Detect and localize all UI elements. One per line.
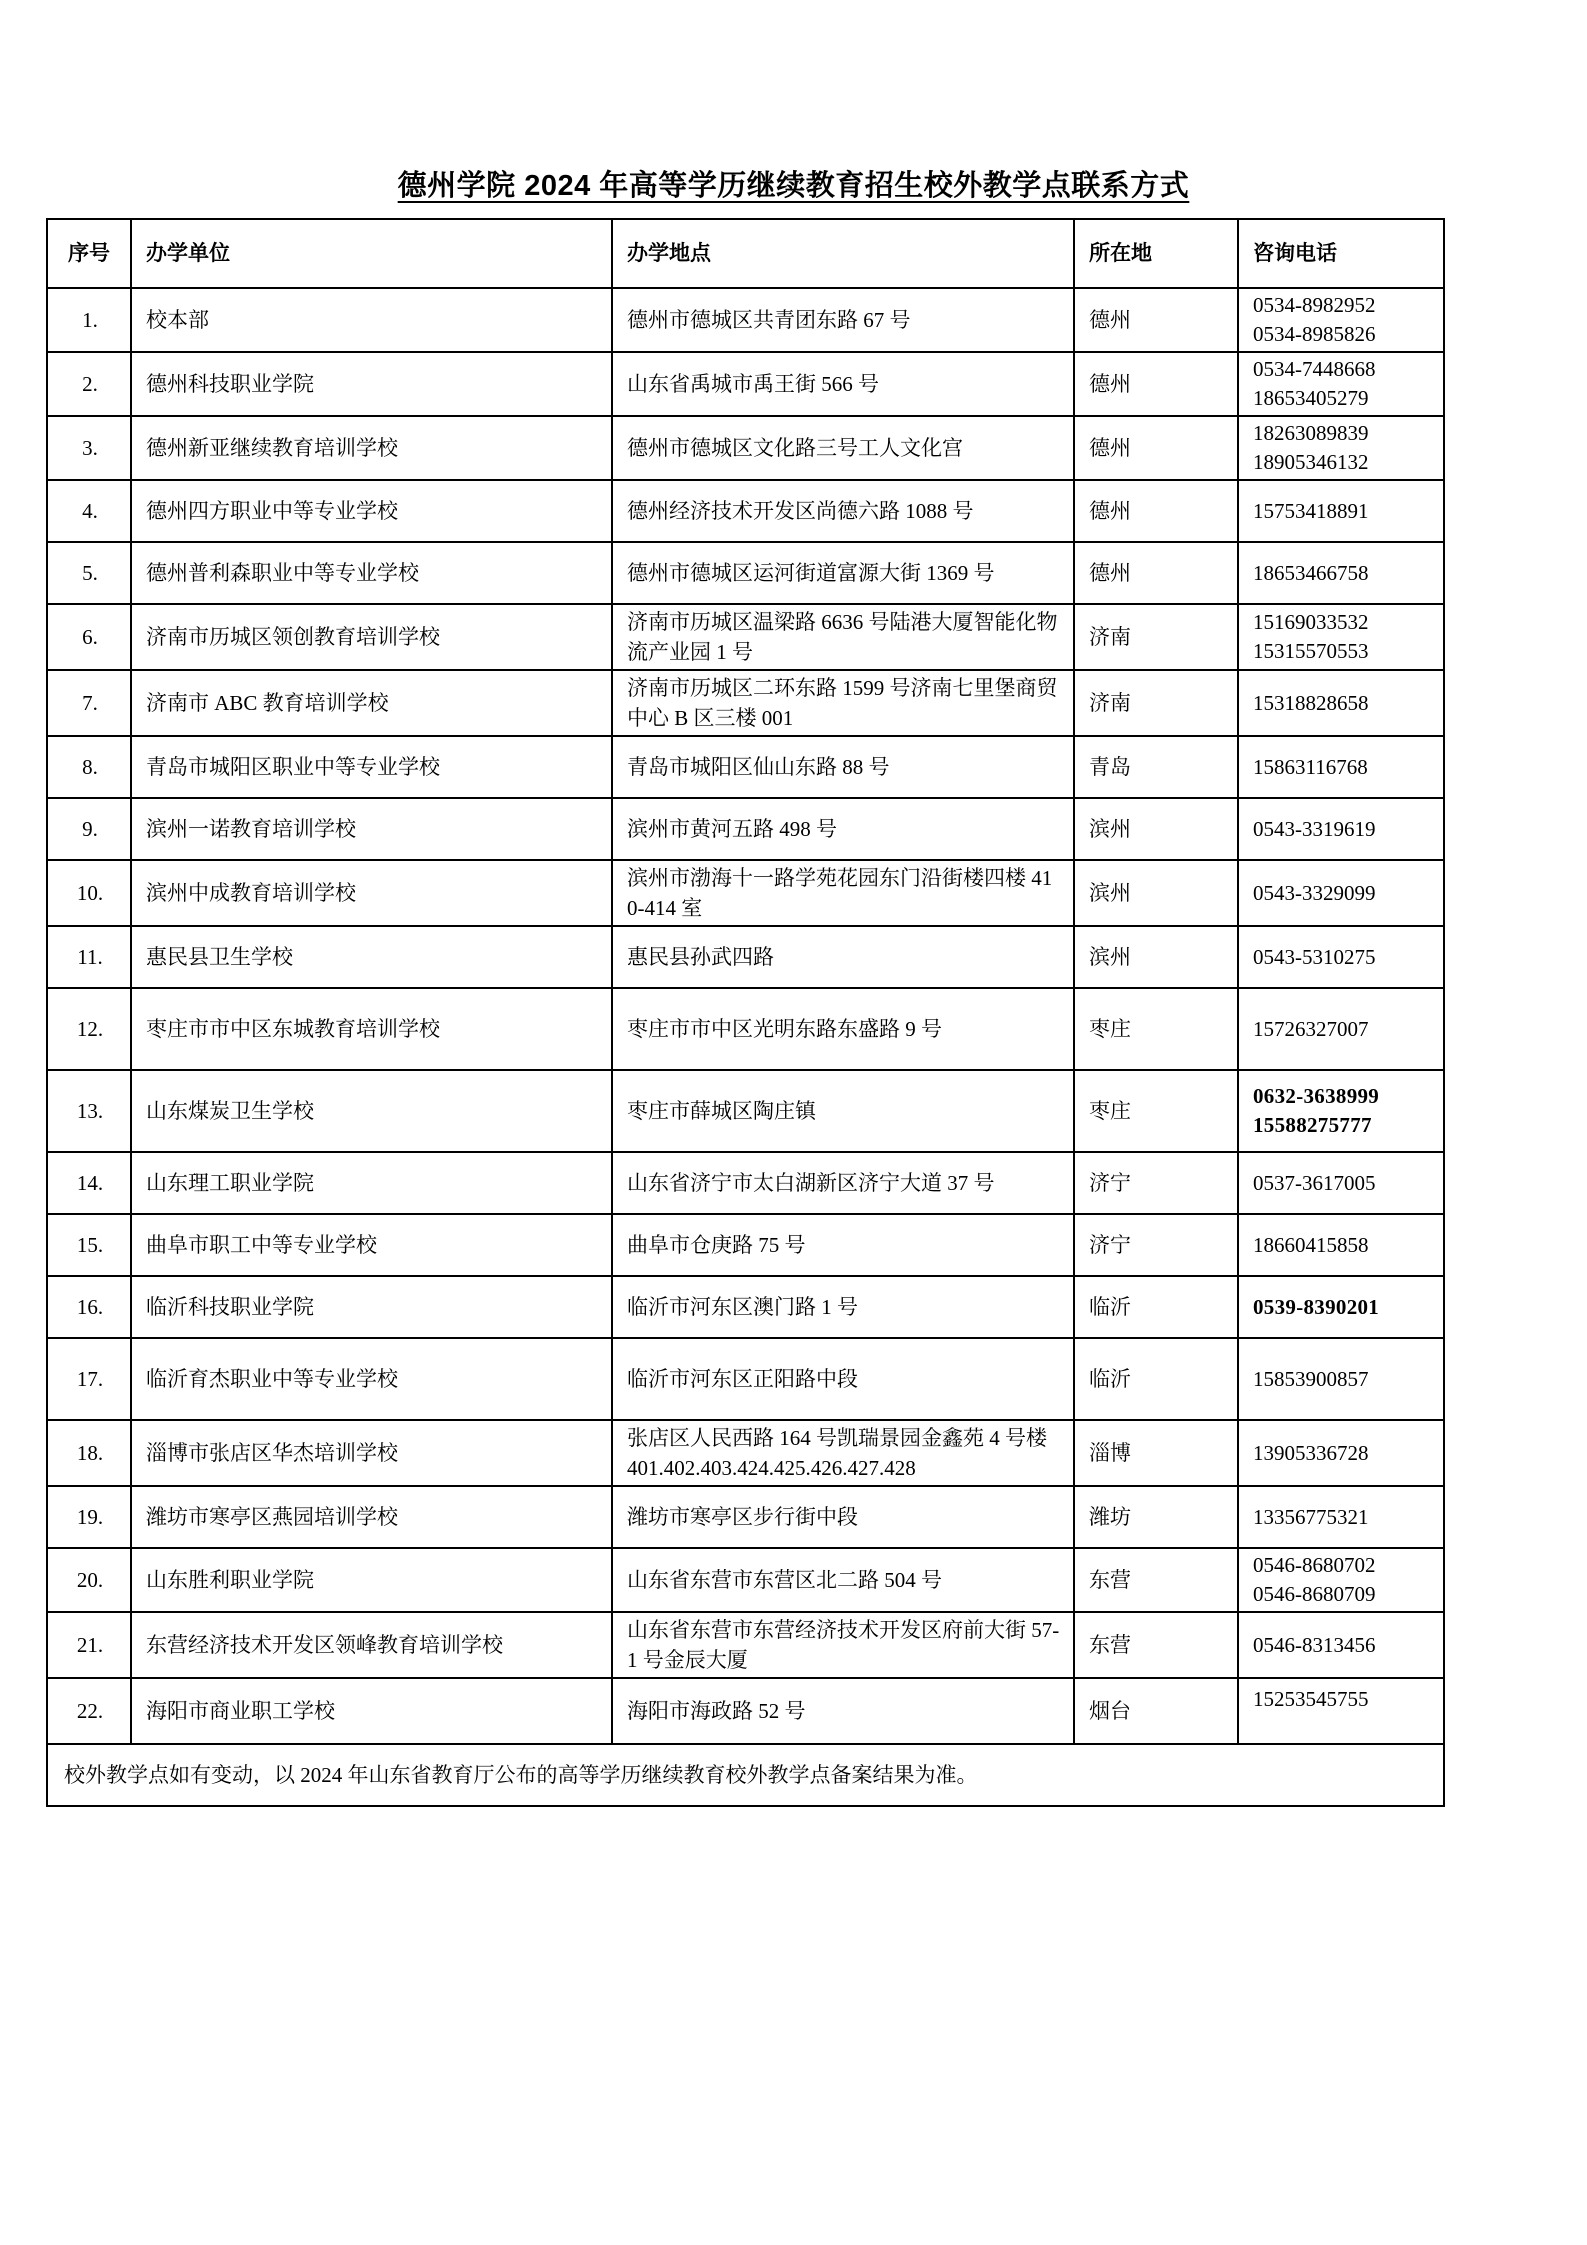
unit-cell: 东营经济技术开发区领峰教育培训学校 xyxy=(131,1612,612,1678)
table-row xyxy=(47,798,1444,860)
phone-number: 18653405279 xyxy=(1253,386,1369,410)
row-number-cell: 5. xyxy=(47,542,131,604)
phone-cell xyxy=(1238,670,1444,736)
address-cell: 曲阜市仓庚路 75 号 xyxy=(612,1214,1074,1276)
phone-cell xyxy=(1238,352,1444,416)
row-number-cell: 2. xyxy=(47,352,131,416)
phone-cell xyxy=(1238,1612,1444,1678)
city-cell: 临沂 xyxy=(1074,1276,1238,1338)
phone-cell xyxy=(1238,480,1444,542)
phone-number: 0546-8680702 xyxy=(1253,1553,1376,1577)
unit-cell: 济南市历城区领创教育培训学校 xyxy=(131,604,612,670)
table-row xyxy=(47,1152,1444,1214)
unit-cell: 青岛市城阳区职业中等专业学校 xyxy=(131,736,612,798)
table-row xyxy=(47,1486,1444,1548)
phone-cell xyxy=(1238,1214,1444,1276)
table-row xyxy=(47,542,1444,604)
city-cell: 临沂 xyxy=(1074,1338,1238,1420)
footnote-text: 校外教学点如有变动，以 2024 年山东省教育厅公布的高等学历继续教育校外教学点备案结果为准。 xyxy=(47,1744,1444,1806)
unit-cell: 潍坊市寒亭区燕园培训学校 xyxy=(131,1486,612,1548)
city-cell: 德州 xyxy=(1074,352,1238,416)
address-cell: 德州经济技术开发区尚德六路 1088 号 xyxy=(612,480,1074,542)
table-row xyxy=(47,1678,1444,1744)
city-cell: 济宁 xyxy=(1074,1214,1238,1276)
phone-number: 0539-8390201 xyxy=(1253,1294,1380,1319)
unit-cell: 枣庄市市中区东城教育培训学校 xyxy=(131,988,612,1070)
address-cell: 张店区人民西路 164 号凯瑞景园金鑫苑 4 号楼 401.402.403.424.425.426.427.428 xyxy=(612,1420,1074,1486)
unit-cell: 山东胜利职业学院 xyxy=(131,1548,612,1612)
phone-number: 15753418891 xyxy=(1253,498,1369,523)
phone-cell xyxy=(1238,1338,1444,1420)
unit-cell: 曲阜市职工中等专业学校 xyxy=(131,1214,612,1276)
city-cell: 滨州 xyxy=(1074,860,1238,926)
phone-cell xyxy=(1238,604,1444,670)
phone-number: 0537-3617005 xyxy=(1253,1170,1376,1195)
phone-cell xyxy=(1238,988,1444,1070)
address-cell: 海阳市海政路 52 号 xyxy=(612,1678,1074,1744)
city-cell: 济南 xyxy=(1074,670,1238,736)
phone-number: 15169033532 xyxy=(1253,610,1369,634)
address-cell: 枣庄市市中区光明东路东盛路 9 号 xyxy=(612,988,1074,1070)
address-cell: 惠民县孙武四路 xyxy=(612,926,1074,988)
unit-cell: 淄博市张店区华杰培训学校 xyxy=(131,1420,612,1486)
table-row xyxy=(47,604,1444,670)
document-title xyxy=(0,166,1587,206)
unit-cell: 德州新亚继续教育培训学校 xyxy=(131,416,612,480)
row-number-cell: 16. xyxy=(47,1276,131,1338)
unit-cell: 济南市 ABC 教育培训学校 xyxy=(131,670,612,736)
city-cell: 东营 xyxy=(1074,1612,1238,1678)
phone-cell xyxy=(1238,1548,1444,1612)
phone-number: 18263089839 xyxy=(1253,421,1369,445)
address-cell: 山东省东营市东营区北二路 504 号 xyxy=(612,1548,1074,1612)
header-cell-4: 咨询电话 xyxy=(1238,219,1444,288)
phone-number: 0543-5310275 xyxy=(1253,944,1376,969)
phone-cell xyxy=(1238,542,1444,604)
table-row xyxy=(47,352,1444,416)
row-number-cell: 19. xyxy=(47,1486,131,1548)
row-number-cell: 18. xyxy=(47,1420,131,1486)
row-number-cell: 7. xyxy=(47,670,131,736)
address-cell: 潍坊市寒亭区步行街中段 xyxy=(612,1486,1074,1548)
phone-cell xyxy=(1238,1678,1444,1744)
address-cell: 山东省禹城市禹王街 566 号 xyxy=(612,352,1074,416)
phone-number: 18905346132 xyxy=(1253,450,1369,474)
city-cell: 德州 xyxy=(1074,416,1238,480)
table-row xyxy=(47,480,1444,542)
row-number-cell: 21. xyxy=(47,1612,131,1678)
city-cell: 枣庄 xyxy=(1074,1070,1238,1152)
phone-cell xyxy=(1238,1152,1444,1214)
header-cell-1: 办学单位 xyxy=(131,219,612,288)
address-cell: 山东省济宁市太白湖新区济宁大道 37 号 xyxy=(612,1152,1074,1214)
phone-number: 15588275777 xyxy=(1253,1113,1372,1137)
city-cell: 青岛 xyxy=(1074,736,1238,798)
header-row xyxy=(47,219,1444,288)
table-row xyxy=(47,988,1444,1070)
phone-cell xyxy=(1238,736,1444,798)
phone-cell xyxy=(1238,1486,1444,1548)
unit-cell: 山东煤炭卫生学校 xyxy=(131,1070,612,1152)
table-header xyxy=(47,219,1444,288)
row-number-cell: 12. xyxy=(47,988,131,1070)
phone-number: 0543-3329099 xyxy=(1253,880,1376,905)
phone-cell xyxy=(1238,798,1444,860)
phone-cell xyxy=(1238,1420,1444,1486)
address-cell: 德州市德城区运河街道富源大街 1369 号 xyxy=(612,542,1074,604)
table-row xyxy=(47,1276,1444,1338)
address-cell: 济南市历城区二环东路 1599 号济南七里堡商贸中心 B 区三楼 001 xyxy=(612,670,1074,736)
address-cell: 德州市德城区文化路三号工人文化宫 xyxy=(612,416,1074,480)
row-number-cell: 6. xyxy=(47,604,131,670)
table-row xyxy=(47,926,1444,988)
city-cell: 济宁 xyxy=(1074,1152,1238,1214)
phone-number: 15253545755 xyxy=(1253,1687,1369,1711)
city-cell: 德州 xyxy=(1074,542,1238,604)
phone-cell xyxy=(1238,1276,1444,1338)
row-number-cell: 22. xyxy=(47,1678,131,1744)
contact-table xyxy=(46,218,1445,1807)
phone-number: 15315570553 xyxy=(1253,639,1369,663)
city-cell: 烟台 xyxy=(1074,1678,1238,1744)
city-cell: 淄博 xyxy=(1074,1420,1238,1486)
address-cell: 青岛市城阳区仙山东路 88 号 xyxy=(612,736,1074,798)
unit-cell: 校本部 xyxy=(131,288,612,352)
row-number-cell: 10. xyxy=(47,860,131,926)
city-cell: 德州 xyxy=(1074,480,1238,542)
city-cell: 济南 xyxy=(1074,604,1238,670)
table-row xyxy=(47,1214,1444,1276)
header-cell-0: 序号 xyxy=(47,219,131,288)
phone-cell xyxy=(1238,288,1444,352)
page-title: 德州学院 2024 年高等学历继续教育招生校外教学点联系方式 xyxy=(397,170,1190,202)
address-cell: 临沂市河东区正阳路中段 xyxy=(612,1338,1074,1420)
city-cell: 德州 xyxy=(1074,288,1238,352)
row-number-cell: 1. xyxy=(47,288,131,352)
table-row xyxy=(47,1070,1444,1152)
unit-cell: 德州科技职业学院 xyxy=(131,352,612,416)
table-row xyxy=(47,736,1444,798)
phone-number: 15853900857 xyxy=(1253,1366,1369,1391)
city-cell: 潍坊 xyxy=(1074,1486,1238,1548)
phone-cell xyxy=(1238,1070,1444,1152)
unit-cell: 临沂科技职业学院 xyxy=(131,1276,612,1338)
table-body xyxy=(47,288,1444,1744)
unit-cell: 滨州一诺教育培训学校 xyxy=(131,798,612,860)
address-cell: 滨州市渤海十一路学苑花园东门沿街楼四楼 410-414 室 xyxy=(612,860,1074,926)
address-cell: 枣庄市薛城区陶庄镇 xyxy=(612,1070,1074,1152)
address-cell: 济南市历城区温梁路 6636 号陆港大厦智能化物流产业园 1 号 xyxy=(612,604,1074,670)
table-footer xyxy=(47,1744,1444,1806)
row-number-cell: 14. xyxy=(47,1152,131,1214)
unit-cell: 海阳市商业职工学校 xyxy=(131,1678,612,1744)
phone-number: 13356775321 xyxy=(1253,1504,1369,1529)
phone-number: 15863116768 xyxy=(1253,754,1368,779)
row-number-cell: 11. xyxy=(47,926,131,988)
address-cell: 滨州市黄河五路 498 号 xyxy=(612,798,1074,860)
row-number-cell: 15. xyxy=(47,1214,131,1276)
header-cell-3: 所在地 xyxy=(1074,219,1238,288)
phone-number: 13905336728 xyxy=(1253,1440,1369,1465)
table-row xyxy=(47,860,1444,926)
phone-cell xyxy=(1238,926,1444,988)
phone-number: 0546-8313456 xyxy=(1253,1632,1376,1657)
row-number-cell: 9. xyxy=(47,798,131,860)
phone-number: 18653466758 xyxy=(1253,560,1369,585)
unit-cell: 山东理工职业学院 xyxy=(131,1152,612,1214)
unit-cell: 惠民县卫生学校 xyxy=(131,926,612,988)
city-cell: 滨州 xyxy=(1074,798,1238,860)
table-row xyxy=(47,670,1444,736)
header-cell-2: 办学地点 xyxy=(612,219,1074,288)
phone-number: 0534-8982952 xyxy=(1253,293,1376,317)
phone-number: 0534-8985826 xyxy=(1253,322,1376,346)
phone-number: 0543-3319619 xyxy=(1253,816,1376,841)
city-cell: 滨州 xyxy=(1074,926,1238,988)
phone-number: 15726327007 xyxy=(1253,1016,1369,1041)
unit-cell: 德州四方职业中等专业学校 xyxy=(131,480,612,542)
table-row xyxy=(47,1338,1444,1420)
row-number-cell: 20. xyxy=(47,1548,131,1612)
phone-number: 0534-7448668 xyxy=(1253,357,1376,381)
table-row xyxy=(47,288,1444,352)
phone-cell xyxy=(1238,416,1444,480)
address-cell: 德州市德城区共青团东路 67 号 xyxy=(612,288,1074,352)
city-cell: 枣庄 xyxy=(1074,988,1238,1070)
row-number-cell: 8. xyxy=(47,736,131,798)
table-row xyxy=(47,1420,1444,1486)
unit-cell: 滨州中成教育培训学校 xyxy=(131,860,612,926)
row-number-cell: 4. xyxy=(47,480,131,542)
phone-number: 0546-8680709 xyxy=(1253,1582,1376,1606)
address-cell: 山东省东营市东营经济技术开发区府前大街 57-1 号金辰大厦 xyxy=(612,1612,1074,1678)
address-cell: 临沂市河东区澳门路 1 号 xyxy=(612,1276,1074,1338)
phone-number: 15318828658 xyxy=(1253,690,1369,715)
unit-cell: 德州普利森职业中等专业学校 xyxy=(131,542,612,604)
table-row xyxy=(47,1612,1444,1678)
row-number-cell: 13. xyxy=(47,1070,131,1152)
phone-number: 18660415858 xyxy=(1253,1232,1369,1257)
footnote-row xyxy=(47,1744,1444,1806)
table-row xyxy=(47,1548,1444,1612)
phone-cell xyxy=(1238,860,1444,926)
unit-cell: 临沂育杰职业中等专业学校 xyxy=(131,1338,612,1420)
phone-number: 0632-3638999 xyxy=(1253,1084,1380,1108)
row-number-cell: 17. xyxy=(47,1338,131,1420)
city-cell: 东营 xyxy=(1074,1548,1238,1612)
table-row xyxy=(47,416,1444,480)
row-number-cell: 3. xyxy=(47,416,131,480)
